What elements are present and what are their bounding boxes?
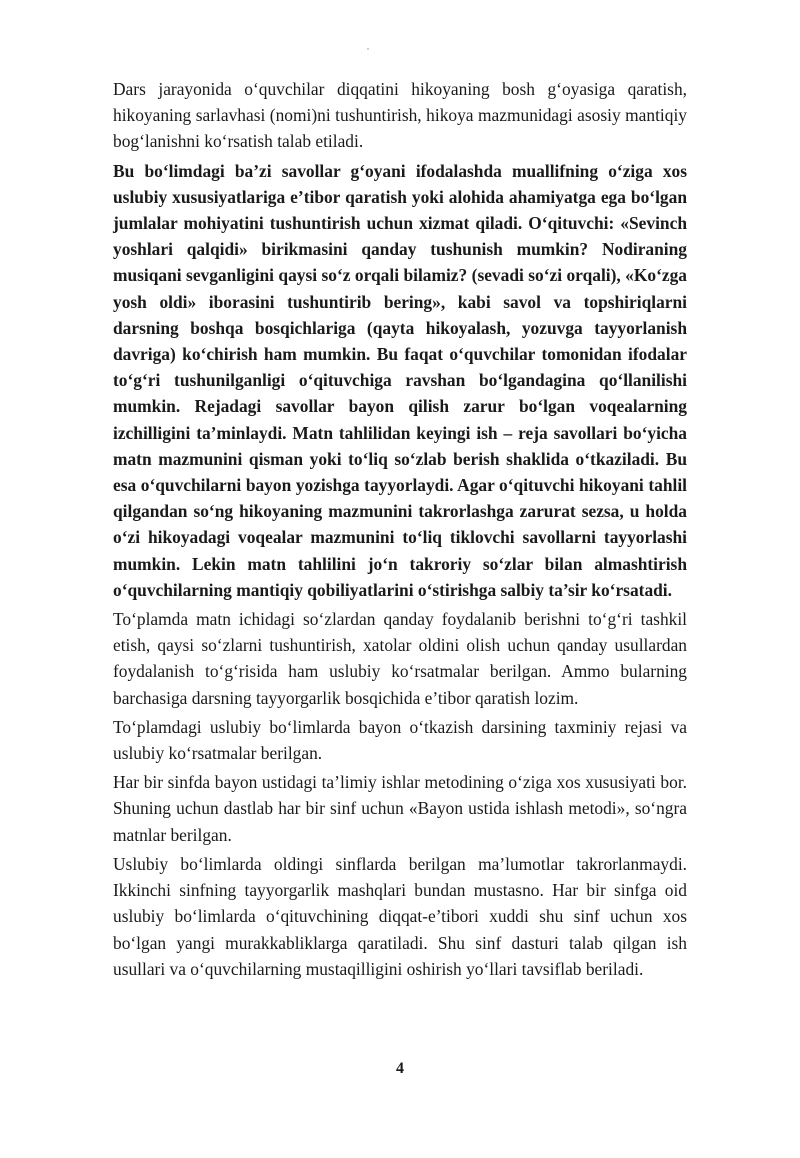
page-number: 4 <box>396 1060 404 1077</box>
paragraph-no-repetition: Uslubiy bo‘limlarda oldingi sinflarda berilgan ma’lumotlar takrorlanmaydi. Ikkinchi sinfning tayyorgarlik mashqlari bundan mustasno. Har bir sinfga oid uslubiy bo‘limlarda o‘qituvchining diqqat-e’tibori xuddi shu sinf uchun xos bo‘lgan yangi murakkabliklarga qaratiladi. Shu sinf dasturi talab qilgan ish usullari va o‘quvchilarning mustaqilligini oshirish yo‘llari tavsiflab beriladi. <box>113 853 687 979</box>
paragraph-collection-words: To‘plamda matn ichidagi so‘zlardan qanday foydalanib berishni to‘g‘ri tashkil etish, qaysi so‘zlarni tushuntirish, xatolar oldini olish uchun qanday usullardan foydalanish to‘g‘risida ham uslubiy ko‘rsatmalar berilgan. Ammo bularning barchasiga darsning tayyorgarlik bosqichida e’tibor qaratish lozim. <box>113 609 687 708</box>
body-text <box>113 76 687 982</box>
paragraph-methodical-sections: To‘plamdagi uslubiy bo‘limlarda bayon o‘tkazish darsining taxminiy rejasi va uslubiy ko‘rsatmalar berilgan. <box>113 716 687 764</box>
paragraph-questions: Bu bo‘limdagi ba’zi savollar g‘oyani ifodalashda muallifning o‘ziga xos uslubiy xususiyatlariga e’tibor qaratish yoki alohida ahamiyatga ega bo‘lgan jumlalar mohiyatini tushuntirish uchun xizmat qiladi. O‘qituvchi: «Sevinch yoshlari qalqidi» birikmasini qanday tushunish mumkin? Nodiraning musiqani sevganligini qaysi so‘z orqali bilamiz? (sevadi so‘zi orqali), «Ko‘zga yosh oldi» iborasini tushuntirib bering», kabi savol va topshiriqlarni darsning boshqa bosqichlariga (qayta hikoyalash, yozuvga tayyorlanish davriga) ko‘chirish ham mumkin. Bu faqat o‘quvchilar tomonidan ifodalar to‘g‘ri tushunilganligi o‘qituvchiga ravshan bo‘lgandagina qo‘llanilishi mumkin. Rejadagi savollar bayon qilish zarur bo‘lgan voqealarning izchilligini ta’minlaydi. Matn tahlilidan keyingi ish – reja savollari bo‘yicha matn mazmunini qisman yoki to‘liq so‘zlab berish shaklida o‘tkaziladi. Bu esa o‘quvchilarni bayon yozishga tayyorlaydi. Agar o‘qituvchi hikoyani tahlil qilgandan so‘ng hikoyaning mazmunini takrorlashga zarurat sezsa, u holda o‘zi hikoyadagi voqealar mazmunini to‘liq tiklovchi savollarni tayyorlashi mumkin. Lekin matn tahlilini jo‘n takroriy so‘zlar bilan almashtirish o‘quvchilarning mantiqiy qobiliyatlarini o‘stirishga salbiy ta’sir ko‘rsatadi. <box>113 160 687 600</box>
scan-speck <box>367 48 369 50</box>
paragraph-each-class: Har bir sinfda bayon ustidagi ta’limiy ishlar metodining o‘ziga xos xususiyati bor. Shuning uchun dastlab har bir sinf uchun «Bayon ustida ishlash metodi», so‘ngra matnlar berilgan. <box>113 772 687 845</box>
paragraph-intro: Dars jarayonida o‘quvchilar diqqatini hikoyaning bosh g‘oyasiga qaratish, hikoyaning sarlavhasi (nomi)ni tushuntirish, hikoya mazmunidagi asosiy mantiqiy bog‘lanishni ko‘rsatish talab etiladi. <box>113 79 687 152</box>
